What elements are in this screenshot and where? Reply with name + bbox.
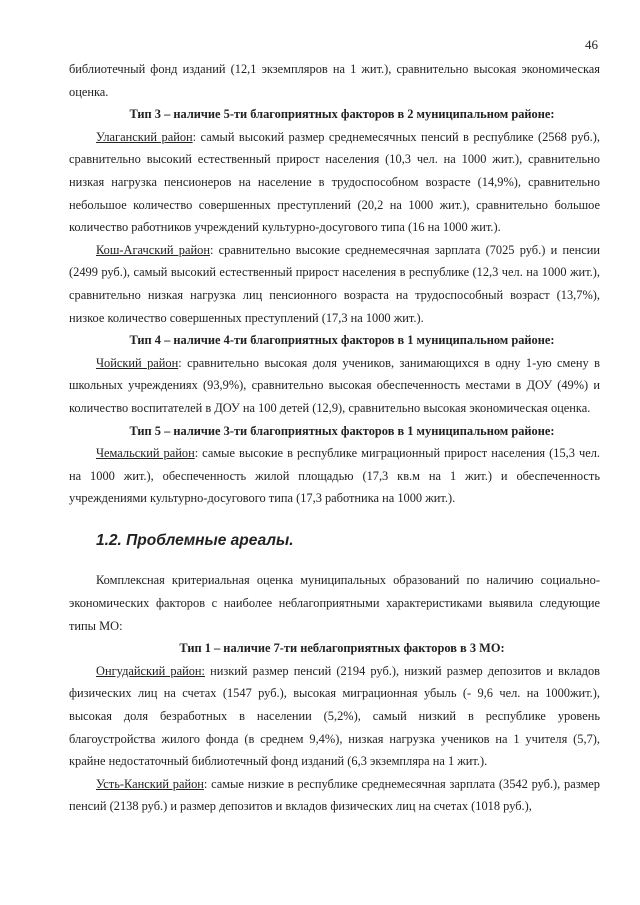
page-number: 46 (585, 37, 598, 52)
paragraph-ongudai (69, 660, 600, 773)
paragraph-text: : самый высокий размер среднемесячных пенсий в республике (2568 руб.), сравнительно высокий естественный прирост населения (10,3 чел. на 1000 жит.), сравнительно низкая нагрузка пенсионеров на население в трудоспособном возрасте (14,9%), сравнительно небольшое количество совершенных преступлений (20,2 на 1000 жит.), сравнительно большое количество работников учреждений культурно-досугового типа (16 на 1000 жит.). (69, 129, 600, 235)
paragraph-chemal (69, 442, 600, 510)
paragraph-text: низкий размер пенсий (2194 руб.), низкий размер депозитов и вкладов физических лиц на счетах (1547 руб.), высокая миграционная убыль (- 9,6 чел. на 1000жит.), высокая доля безработных в населении (5,2%), самый низкий в республике уровень благоустройства жилого фонда (в среднем 9,4%), низкая нагрузка учеников на 1 учителя (5,7), крайне недостаточный библиотечный фонд изданий (6,3 экземпляра на 1 жит.). (69, 663, 601, 769)
paragraph-intro: Комплексная критериальная оценка муниципальных образований по наличию социально-экономических факторов с наиболее неблагоприятными характеристиками выявила следующие типы МО: (69, 573, 600, 633)
district-name-kosh-agach: Кош-Агачский район (96, 242, 210, 257)
section-title: 1.2. Проблемные ареалы. (96, 531, 294, 549)
district-name-ulagan: Улаганский район (96, 129, 193, 144)
document-body (69, 58, 600, 818)
type-4-heading: Тип 4 – наличие 4-ти благоприятных факторов в 1 муниципальном районе: (129, 333, 555, 348)
type-5-heading: Тип 5 – наличие 3-ти благоприятных факторов в 1 муниципальном районе: (129, 423, 555, 438)
paragraph-text: : сравнительно высокие среднемесячная зарплата (7025 руб.) и пенсии (2499 руб.), самый высокий естественный прирост населения в республике (12,3 чел. на 1000 жит.), сравнительно низкая нагрузка лиц пенсионного возраста на трудоспособный возраст (13,7%), низкое количество совершенных преступлений (17,3 на 1000 жит.). (69, 242, 600, 325)
paragraph-continuation: библиотечный фонд изданий (12,1 экземпляров на 1 жит.), сравнительно высокая экономическая оценка. (69, 62, 600, 99)
district-name-ust-kan: Усть-Канский район (96, 776, 204, 791)
district-name-ongudai: Онгудайский район: (96, 663, 205, 678)
paragraph-ust-kan (69, 773, 600, 818)
paragraph-text: : самые высокие в республике миграционный прирост населения (15,3 чел. на 1000 жит.), обеспеченность жилой площадью (17,3 кв.м на 1 жит.) и обеспеченность учреждениями культурно-досугового типа (17,3 работника на 1000 жит.). (69, 446, 600, 506)
district-name-choya: Чойский район (96, 355, 179, 370)
paragraph-choya (69, 352, 600, 420)
type-1-heading: Тип 1 – наличие 7-ти неблагоприятных факторов в 3 МО: (179, 641, 505, 656)
paragraph-kosh-agach (69, 239, 600, 329)
type-3-heading: Тип 3 – наличие 5-ти благоприятных факторов в 2 муниципальном районе: (129, 107, 555, 122)
paragraph-ulagan (69, 126, 600, 239)
paragraph-text: : самые низкие в республике среднемесячная зарплата (3542 руб.), размер пенсий (2138 руб.) и размер депозитов и вкладов физических лиц на счетах (1018 руб.), (69, 776, 600, 814)
district-name-chemal: Чемальский район (96, 446, 195, 461)
paragraph-text: : сравнительно высокая доля учеников, занимающихся в одну 1-ую смену в школьных учреждениях (93,9%), сравнительно высокая обеспеченность местами в ДОУ (49%) и количество воспитателей в ДОУ на 100 детей (12,9), сравнительно высокая экономическая оценка. (69, 355, 600, 415)
